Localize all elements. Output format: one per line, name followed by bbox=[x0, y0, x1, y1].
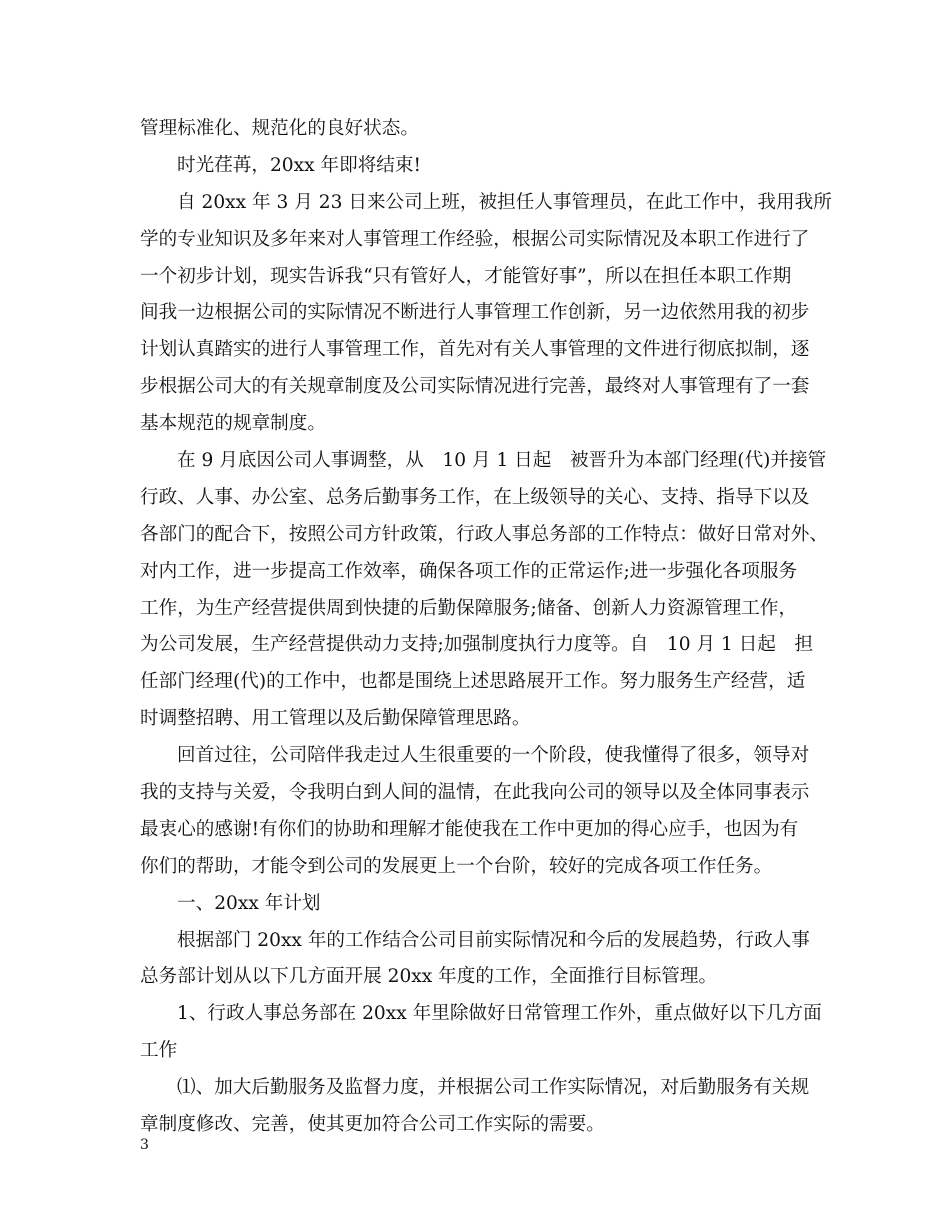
text-line: 根据部门 20xx 年的工作结合公司目前实际情况和今后的发展趋势，行政人事 bbox=[177, 930, 810, 951]
text-line: 学的专业知识及多年来对人事管理工作经验，根据公司实际情况及本职工作进行了 bbox=[140, 229, 810, 250]
text-line: 间我一边根据公司的实际情况不断进行人事管理工作创新，另一边依然用我的初步 bbox=[140, 302, 810, 323]
text-line: 一个初步计划，现实告诉我“只有管好人，才能管好事”，所以在担任本职工作期 bbox=[140, 266, 792, 287]
text-line: 各部门的配合下，按照公司方针政策，行政人事总务部的工作特点：做好日常对外、 bbox=[140, 524, 828, 545]
text-line: 管理标准化、规范化的良好状态。 bbox=[140, 118, 419, 139]
text-line: 任部门经理(代)的工作中，也都是围绕上述思路展开工作。努力服务生产经营，适 bbox=[140, 671, 806, 692]
text-line: 时光荏苒，20xx 年即将结束! bbox=[177, 155, 421, 176]
text-line: 工作，为生产经营提供周到快捷的后勤保障服务;储备、创新人力资源管理工作， bbox=[140, 598, 798, 619]
text-line: 步根据公司大的有关规章制度及公司实际情况进行完善，最终对人事管理有了一套 bbox=[140, 376, 810, 397]
page-number: 3 bbox=[140, 1137, 149, 1153]
text-line: 工作 bbox=[140, 1040, 178, 1061]
text-line: 回首过往，公司陪伴我走过人生很重要的一个阶段，使我懂得了很多，领导对 bbox=[177, 745, 810, 766]
text-line: 基本规范的规章制度。 bbox=[140, 413, 326, 434]
section-heading: 一、20xx 年计划 bbox=[177, 893, 321, 914]
text-line: ⑴、加大后勤服务及监督力度，并根据公司工作实际情况，对后勤服务有关规 bbox=[177, 1077, 810, 1098]
text-line: 自 20xx 年 3 月 23 日来公司上班，被担任人事管理员，在此工作中，我用我所 bbox=[177, 192, 832, 213]
text-line: 计划认真踏实的进行人事管理工作，首先对有关人事管理的文件进行彻底拟制，逐 bbox=[140, 339, 810, 360]
text-line: 你们的帮助，才能令到公司的发展更上一个台阶，较好的完成各项工作任务。 bbox=[140, 856, 773, 877]
text-line: 时调整招聘、用工管理以及后勤保障管理思路。 bbox=[140, 708, 531, 729]
text-line: 对内工作，进一步提高工作效率，确保各项工作的正常运作;进一步强化各项服务 bbox=[140, 561, 798, 582]
text-line: 我的支持与关爱，令我明白到人间的温情，在此我向公司的领导以及全体同事表示 bbox=[140, 782, 810, 803]
text-line: 最衷心的感谢!有你们的协助和理解才能使我在工作中更加的得心应手，也因为有 bbox=[140, 819, 799, 840]
text-line: 为公司发展，生产经营提供动力支持;加强制度执行力度等。自 10 月 1 日起 担 bbox=[140, 634, 814, 655]
text-line: 在 9 月底因公司人事调整，从 10 月 1 日起 被晋升为本部门经理(代)并接管 bbox=[177, 450, 827, 471]
text-line: 1、行政人事总务部在 20xx 年里除做好日常管理工作外，重点做好以下几方面 bbox=[177, 1003, 822, 1024]
text-line: 章制度修改、完善，使其更加符合公司工作实际的需要。 bbox=[140, 1114, 605, 1135]
text-line: 总务部计划从以下几方面开展 20xx 年度的工作，全面推行目标管理。 bbox=[140, 966, 718, 987]
text-line: 行政、人事、办公室、总务后勤事务工作，在上级领导的关心、支持、指导下以及 bbox=[140, 487, 810, 508]
